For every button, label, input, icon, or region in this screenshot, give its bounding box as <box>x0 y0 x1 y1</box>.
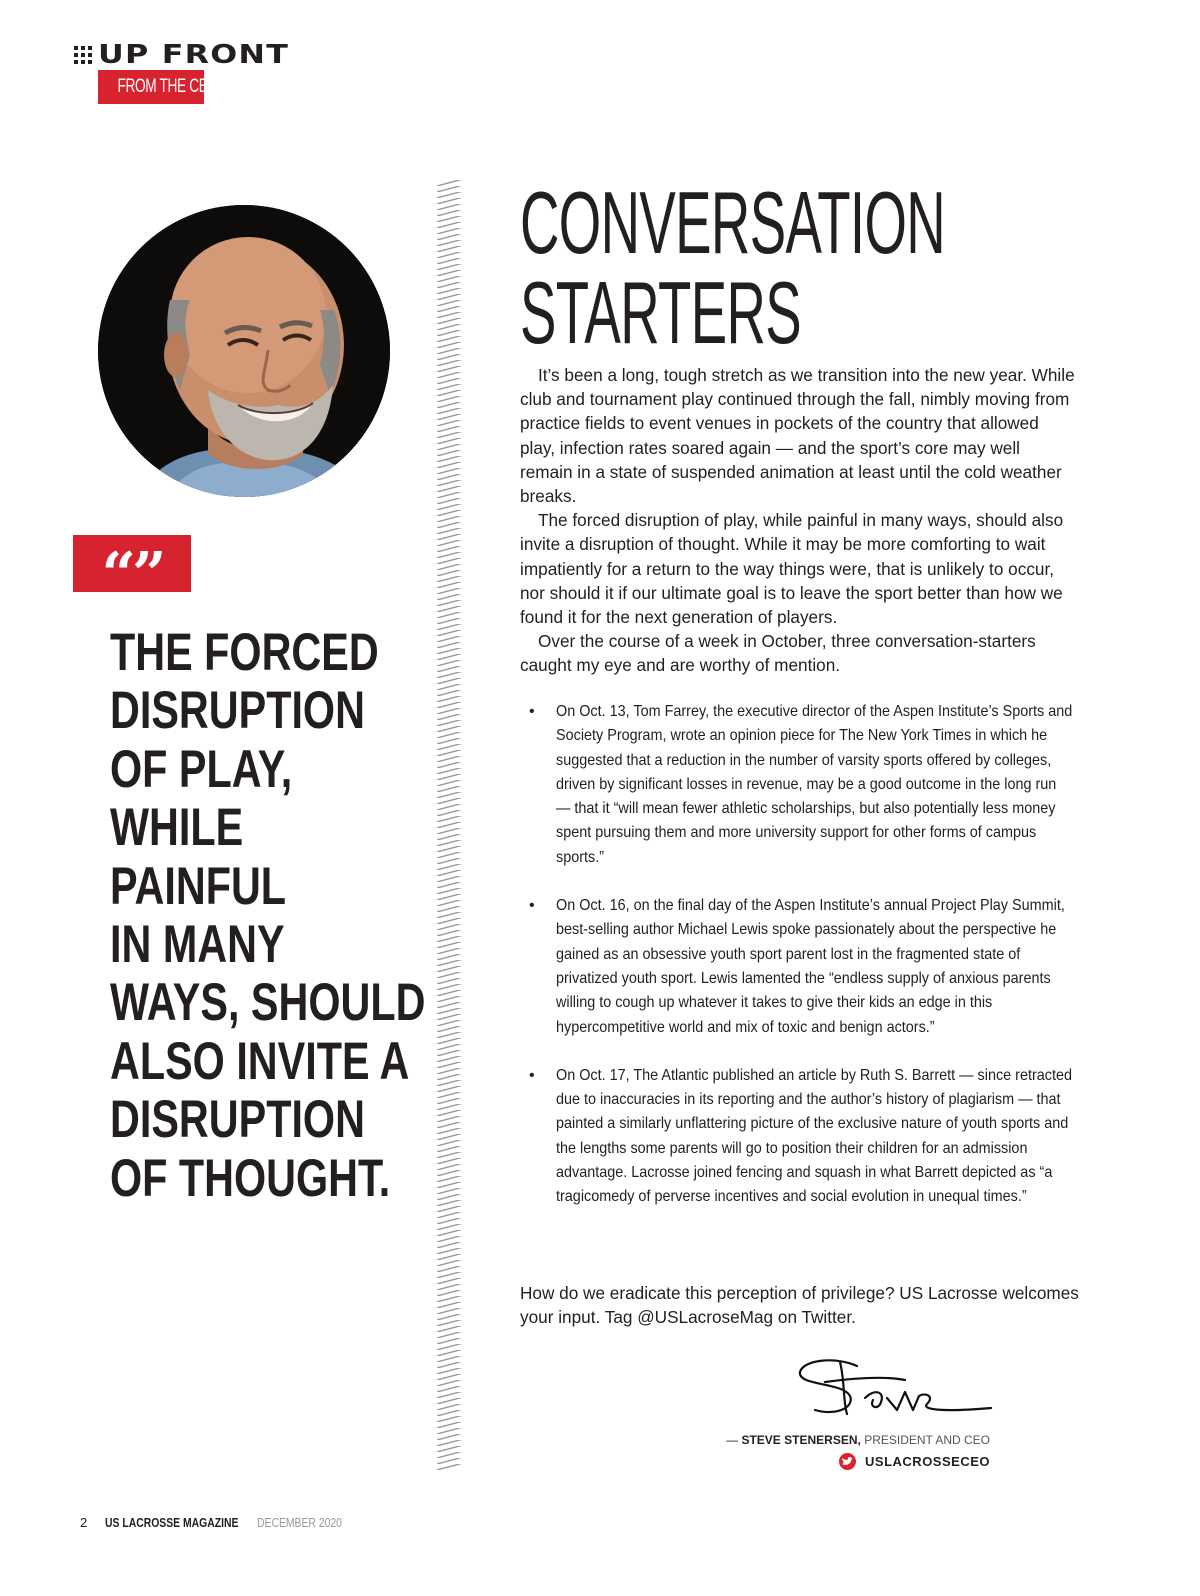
issue-date: DECEMBER 2020 <box>257 1515 343 1530</box>
pull-quote: THE FORCED DISRUPTION OF PLAY, WHILE PAINFUL IN MANY WAYS, SHOULD ALSO INVITE A DISRUPTION OF THOUGHT. <box>110 623 426 1208</box>
quote-mark-icon: “” <box>73 535 191 592</box>
headline: CONVERSATION STARTERS <box>520 173 946 362</box>
bullet-icon: • <box>529 897 535 915</box>
author-name: STEVE STENERSEN, <box>741 1433 861 1447</box>
twitter-handle[interactable]: USLACROSSECEO <box>865 1454 990 1469</box>
page-footer <box>80 1514 364 1532</box>
paragraph: It’s been a long, tough stretch as we transition into the new year. While club and tournament play continued through the fall, nimbly moving from practice fields to event venues in pockets of the country that allowed play, infection rates soared again — and the sport’s core may well remain in a state of suspended animation at least until the cold weather breaks. <box>520 365 1075 507</box>
paragraph: Over the course of a week in October, three conversation-starters caught my eye and are worthy of mention. <box>520 631 1036 676</box>
page-number: 2 <box>80 1515 88 1530</box>
grid-dots-icon <box>74 46 94 64</box>
list-item-text: On Oct. 16, on the final day of the Aspen Institute’s annual Project Play Summit, best-selling author Michael Lewis spoke passionately about the perspective he gained as an obsessive youth sport parent lost in the fragmented state of privatized youth sport. Lewis lamented the “endless supply of anxious parents willing to cough up whatever it takes to give their kids an edge in this hypercompetitive world and mix of toxic and benign actors.” <box>556 897 1065 1036</box>
list-item-text: On Oct. 17, The Atlantic published an article by Ruth S. Barrett — since retracted due to inaccuracies in its reporting and the author’s history of plagiarism — that painted a similarly unflattering picture of the exclusive nature of youth sports and the lengths some parents will go to position their children for an admission advantage. Lacrosse joined fencing and squash in what Barrett depicted as “a tragicomedy of perverse incentives and social evolution in unequal times.” <box>556 1066 1072 1206</box>
bullet-icon: • <box>529 703 535 720</box>
author-title: PRESIDENT AND CEO <box>864 1433 990 1447</box>
list-item-text: On Oct. 13, Tom Farrey, the executive director of the Aspen Institute’s Sports and Society Program, wrote an opinion piece for The New York Times in which he suggested that a reduction in the number of varsity sports offered by colleges, driven by significant losses in revenue, may be a good outcome in the long run — that it “will mean fewer athletic scholarships, but also potentially less money spent pursuing them and more university support for other forms of campus sports.” <box>556 703 1073 866</box>
list-item <box>520 1064 1080 1210</box>
subsection-badge <box>98 70 218 104</box>
list-item <box>520 894 1080 1040</box>
signoff-line <box>640 1431 990 1449</box>
signoff-dash: — <box>726 1433 739 1447</box>
paragraph: The forced disruption of play, while painful in many ways, should also invite a disruption of thought. While it may be more comforting to wait impatiently for a return to the way things were, that is unlikely to occur, nor should it if our ultimate goal is to leave the sport better than how we found it for the next generation of players. <box>520 510 1064 628</box>
list-item <box>520 700 1080 870</box>
handwritten-signature <box>795 1352 995 1422</box>
hatched-divider <box>437 180 467 1470</box>
bullet-icon: • <box>529 1066 535 1084</box>
twitter-icon <box>839 1453 856 1470</box>
section-title: UP FRONT <box>98 40 290 70</box>
publication-name: US LACROSSE MAGAZINE <box>104 1515 239 1530</box>
closing-paragraph: How do we eradicate this perception of privilege? US Lacrosse welcomes your input. Tag @USLacroseMag on Twitter. <box>520 1283 1079 1328</box>
article-body <box>520 363 1075 678</box>
subsection-label: FROM THE CEO <box>117 76 218 97</box>
twitter-handle-row[interactable] <box>640 1453 990 1471</box>
bullet-list <box>520 700 1080 1234</box>
author-portrait <box>98 205 390 497</box>
